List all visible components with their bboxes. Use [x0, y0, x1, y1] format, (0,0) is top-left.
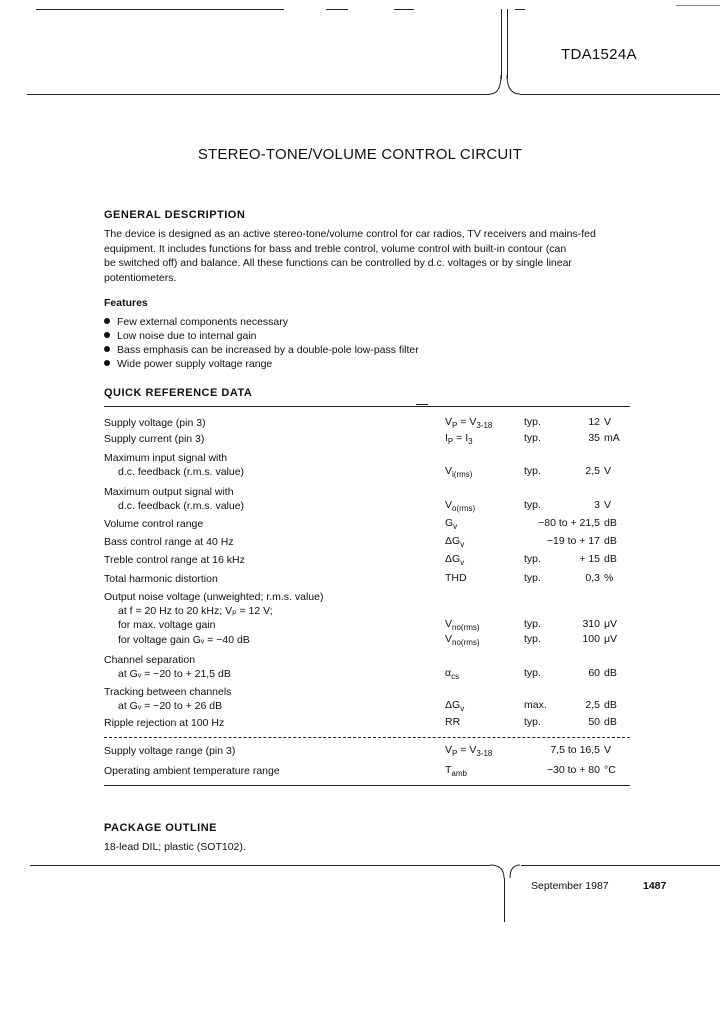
parameter-label: Output noise voltage (unweighted; r.m.s. value): [104, 591, 324, 603]
condition: typ.: [524, 572, 541, 584]
symbol: $V_P = V_{3-18}$: [445, 416, 493, 430]
condition: typ.: [524, 499, 541, 511]
header-rule-top-far: [676, 5, 720, 6]
unit: %: [604, 572, 614, 584]
symbol-subscript: no(rms): [452, 623, 480, 632]
table-bottom-rule: [104, 785, 630, 786]
unit: dB: [604, 667, 617, 679]
symbol-subscript: no(rms): [452, 638, 480, 647]
parameter-label: Bass control range at 40 Hz: [104, 536, 234, 548]
table-top-rule: [104, 406, 630, 407]
feature-text: Bass emphasis can be increased by a double-pole low-pass filter: [117, 344, 419, 356]
symbol-subscript: P: [452, 421, 458, 430]
value: 50: [588, 716, 600, 728]
value: 12: [588, 416, 600, 428]
symbol-subscript: P: [452, 749, 458, 758]
header-rule-bottom-left: [27, 94, 490, 95]
bullet-icon: [104, 360, 110, 366]
value: 2,5: [585, 699, 600, 711]
symbol: $T_{amb}$: [445, 764, 467, 778]
symbol-subscript: cs: [451, 672, 460, 681]
header-curve: [488, 74, 524, 96]
unit: dB: [604, 716, 617, 728]
symbol-subscript: 3: [468, 437, 473, 446]
features-heading: Features: [104, 297, 148, 309]
footer-rule-left: [30, 865, 490, 866]
symbol: $\Delta G_v$: [445, 699, 465, 713]
parameter-label: Supply current (pin 3): [104, 433, 205, 445]
header-rule-bottom-right: [520, 94, 720, 95]
symbol: $I_P = I_3$: [445, 432, 473, 446]
header-divider-left: [501, 9, 502, 79]
feature-item: [104, 344, 419, 356]
bullet-icon: [104, 346, 110, 352]
condition: typ.: [524, 667, 541, 679]
symbol: THD: [445, 572, 467, 584]
part-number: TDA1524A: [561, 46, 637, 63]
value: 310: [582, 618, 600, 630]
footer-page-number: 1487: [643, 880, 667, 892]
condition: max.: [524, 699, 547, 711]
value: −80 to + 21,5: [538, 517, 600, 529]
condition: typ.: [524, 432, 541, 444]
parameter-label: Operating ambient temperature range: [104, 765, 280, 777]
feature-item: [104, 358, 272, 370]
symbol-subscript: o(rms): [452, 504, 476, 513]
parameter-label: Supply voltage (pin 3): [104, 417, 206, 429]
condition: typ.: [524, 633, 541, 645]
parameter-label: d.c. feedback (r.m.s. value): [118, 500, 245, 512]
value: 3: [594, 499, 600, 511]
symbol-subscript: v: [453, 522, 458, 531]
value: −19 to + 17: [546, 535, 600, 547]
feature-text: Wide power supply voltage range: [117, 358, 273, 370]
feature-text: Few external components necessary: [117, 316, 288, 328]
symbol: $\Delta G_v$: [445, 553, 465, 567]
header-divider-right: [507, 9, 508, 79]
symbol-subscript: 3-18: [476, 749, 493, 758]
description-line: The device is designed as an active stereo-tone/volume control for car radios, TV receivers and mains-fed: [104, 228, 596, 240]
general-description-heading: GENERAL DESCRIPTION: [104, 209, 246, 221]
parameter-label: Treble control range at 16 kHz: [104, 554, 245, 566]
general-description-text: [104, 227, 644, 285]
quick-reference-heading: QUICK REFERENCE DATA: [104, 387, 253, 399]
package-outline-text: 18-lead DIL; plastic (SOT102).: [104, 841, 246, 853]
symbol-subscript: v: [460, 540, 465, 549]
parameter-label: Maximum output signal with: [104, 486, 234, 498]
value: 0,3: [585, 572, 600, 584]
unit: V: [604, 499, 612, 511]
value: + 15: [579, 553, 600, 565]
symbol: $G_v$: [445, 517, 458, 531]
value: 2,5: [585, 465, 600, 477]
header-rule-top-right: [515, 9, 525, 10]
unit: dB: [604, 517, 617, 529]
feature-text: Low noise due to internal gain: [117, 330, 257, 342]
parameter-label: Channel separation: [104, 654, 196, 666]
parameter-label: at f = 20 Hz to 20 kHz; Vₚ = 12 V;: [118, 605, 273, 617]
value: 100: [582, 633, 600, 645]
symbol-subscript: v: [460, 704, 465, 713]
parameter-label: d.c. feedback (r.m.s. value): [118, 466, 245, 478]
bullet-icon: [104, 318, 110, 324]
header-rule-top-mid2: [394, 9, 414, 10]
parameter-label: Supply voltage range (pin 3): [104, 745, 236, 757]
unit: mA: [604, 432, 620, 444]
unit: dB: [604, 699, 617, 711]
symbol: $V_{no(rms)}$: [445, 618, 480, 632]
symbol: $\alpha_{cs}$: [445, 667, 460, 681]
parameter-label: for max. voltage gain: [118, 619, 216, 631]
condition: typ.: [524, 618, 541, 630]
footer-curve: [488, 864, 522, 880]
unit: V: [604, 744, 612, 756]
footer-date: September 1987: [531, 880, 609, 892]
parameter-label: at Gᵥ = −20 to + 26 dB: [118, 700, 223, 712]
value: 35: [588, 432, 600, 444]
unit: μV: [604, 618, 618, 630]
symbol: $V_{i(rms)}$: [445, 465, 473, 479]
condition: typ.: [524, 553, 541, 565]
value: 7,5 to 16,5: [550, 744, 600, 756]
unit: V: [604, 416, 612, 428]
header-rule-top-mid1: [326, 9, 348, 10]
table-dashed-separator: [104, 737, 630, 738]
parameter-label: at Gᵥ = −20 to + 21,5 dB: [118, 668, 231, 680]
unit: dB: [604, 553, 617, 565]
description-line: equipment. It includes functions for bass and treble control, volume control with built-in contour (can: [104, 242, 567, 255]
parameter-label: Tracking between channels: [104, 686, 232, 698]
parameter-label: Total harmonic distortion: [104, 573, 218, 585]
package-outline-heading: PACKAGE OUTLINE: [104, 822, 218, 834]
unit: V: [604, 465, 612, 477]
feature-item: [104, 316, 288, 328]
symbol: $V_{o(rms)}$: [445, 499, 476, 513]
condition: typ.: [524, 416, 541, 428]
symbol-subscript: v: [460, 558, 465, 567]
symbol: $V_{no(rms)}$: [445, 633, 480, 647]
unit: dB: [604, 535, 617, 547]
page-title: STEREO-TONE/VOLUME CONTROL CIRCUIT: [197, 146, 523, 163]
symbol: $\Delta G_v$: [445, 535, 465, 549]
value: 60: [588, 667, 600, 679]
description-line: be switched off) and balance. All these functions can be controlled by d.c. voltages or by single linear: [104, 257, 572, 270]
parameter-label: Volume control range: [104, 518, 204, 530]
value: −30 to + 80: [546, 764, 600, 776]
description-line: potentiometers.: [104, 271, 177, 284]
symbol: $V_P = V_{3-18}$: [445, 744, 493, 758]
header-rule-top-left: [36, 9, 284, 10]
condition: typ.: [524, 716, 541, 728]
condition: typ.: [524, 465, 541, 477]
symbol-subscript: amb: [451, 769, 467, 778]
bullet-icon: [104, 332, 110, 338]
unit: °C: [604, 764, 616, 776]
parameter-label: Ripple rejection at 100 Hz: [104, 717, 225, 729]
symbol: RR: [445, 716, 461, 728]
parameter-label: Maximum input signal with: [104, 452, 228, 464]
footer-rule-right: [521, 865, 720, 866]
footer-divider: [504, 878, 505, 922]
table-top-rule-mark: [416, 404, 428, 405]
parameter-label: for voltage gain Gᵥ = −40 dB: [118, 634, 250, 646]
feature-item: [104, 330, 257, 342]
symbol-subscript: i(rms): [452, 470, 473, 479]
unit: μV: [604, 633, 618, 645]
symbol-subscript: 3-18: [476, 421, 493, 430]
symbol-subscript: P: [447, 437, 454, 446]
